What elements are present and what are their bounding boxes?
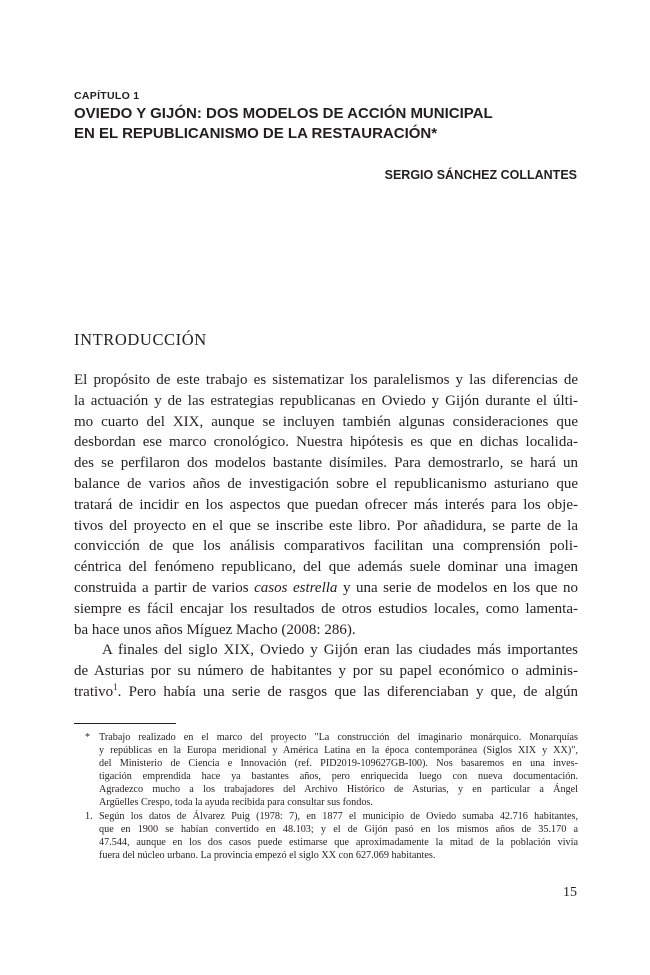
body-line: la actuación y de las estrategias republicanas en Oviedo y Gijón durante el últi- [74,392,578,409]
footnote-line: Argüelles Crespo, toda la ayuda recibida para consultar sus fondos. [99,797,373,809]
author-name: SERGIO SÁNCHEZ COLLANTES [384,168,577,182]
footnote-star [74,731,578,810]
footnote-1 [74,810,578,862]
body-text [74,370,578,703]
footnote-line: Trabajo realizado en el marco del proyecto "La construcción del imaginario monárquico. Monarquías [99,732,578,743]
section-heading: INTRODUCCIÓN [74,330,207,349]
body-text-run: trativo [74,683,114,700]
body-line: céntrica del fenómeno republicano, del que además suele dominar una imagen [74,559,578,576]
body-line: de Asturias por su número de habitantes y por su papel económico o adminis- [74,663,578,680]
chapter-label: CAPÍTULO 1 [74,90,140,102]
body-text-run: construida a partir de varios [74,579,255,596]
body-line: siempre es fácil encajar los resultados de otros estudios locales, como lamenta- [74,600,578,617]
body-line: desbordan ese marco cronológico. Nuestra hipótesis es que en dichas localida- [74,434,578,451]
footnote-mark: * [85,732,91,743]
body-line-with-italic [74,578,578,599]
body-line: mo cuarto del XIX, aunque se incluyen también algunas consideraciones que [74,413,578,430]
page-number: 15 [563,885,577,900]
body-line-with-note [74,682,578,703]
chapter-title-line: OVIEDO Y GIJÓN: DOS MODELOS DE ACCIÓN MUNICIPAL [74,105,493,122]
footnote-reference[interactable]: 1 [113,681,118,692]
footnote-line: fuera del núcleo urbano. La provincia empezó el siglo XX con 627.069 habitantes. [99,849,436,861]
footnote-line: del Ministerio de Ciencia e Innovación (ref. PID2019-109627GB-I00). Nos basaremos en una inves- [99,758,578,770]
chapter-title [74,104,594,144]
footnote-line: tigación emprendida hace ya bastantes años, pero enriquecida luego con nueva documentación. [99,771,578,783]
footnote-mark: 1. [85,810,93,822]
body-line: des se perfilaron dos modelos bastante disímiles. Para demostrarlo, se hará un [74,455,578,472]
body-line: balance de varios años de investigación sobre el republicanismo asturiano que [74,475,578,492]
chapter-title-line: EN EL REPUBLICANISMO DE LA RESTAURACIÓN* [74,125,438,142]
footnotes [74,731,578,862]
italic-phrase: casos estrella [254,579,338,596]
body-text-run: . Pero había una serie de rasgos que las diferenciaban y que, de algún [117,683,578,700]
footnote-line: Agradezco mucho a los trabajadores del Archivo Histórico de Asturias, y en particular a Ángel [99,784,578,796]
footnote-line: Según los datos de Álvarez Puig (1978: 7), en 1877 el municipio de Oviedo sumaba 42.716 habitantes, [99,810,578,822]
body-line: El propósito de este trabajo es sistematizar los paralelismos y las diferencias de [74,372,578,388]
footnote-line: 47.544, aunque en los dos casos puede estimarse que aproximadamente la mitad de la población vivía [99,836,578,848]
body-text-run: y una serie de modelos en los que no [337,579,578,596]
body-line: convicción de que los análisis comparativos facilitan una comprensión poli- [74,538,578,555]
footnote-line: que en 1900 se habían convertido en 48.103; y el de Gijón pasó en los mismos años de 35.170 a [99,823,578,835]
footnote-separator [74,723,176,724]
body-line: tratará de incidir en los aspectos que puedan ofrecer más interés para los obje- [74,496,578,513]
body-line: ba hace unos años Míguez Macho (2008: 286). [74,621,356,638]
footnote-line: y repúblicas en la Europa meridional y América Latina en la época contemporánea (Siglos XIX y XX)", [99,745,578,757]
body-line: tivos del proyecto en el que se inscribe este libro. Por añadidura, se parte de la [74,517,578,534]
body-line: A finales del siglo XIX, Oviedo y Gijón eran las ciudades más importantes [102,642,578,659]
